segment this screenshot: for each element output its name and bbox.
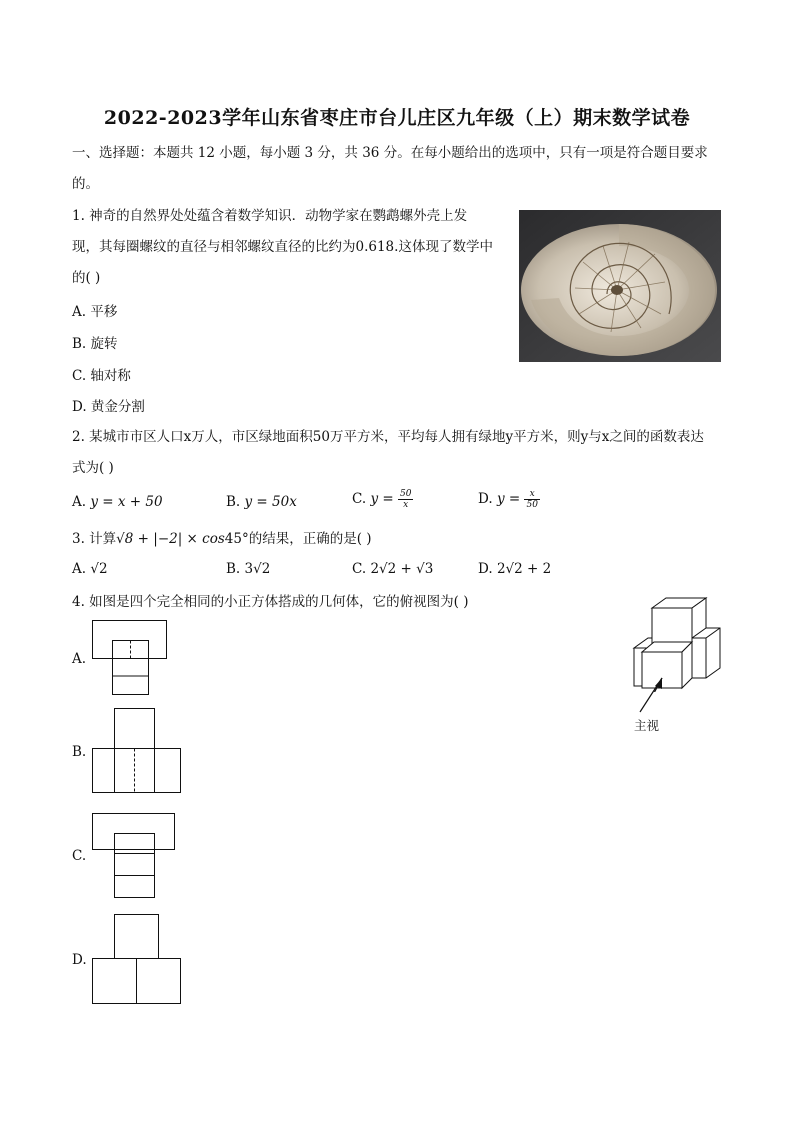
q2-option-a-label: A. <box>72 494 87 510</box>
q1-option-b: B. 旋转 <box>72 336 118 352</box>
q3-option-c-label: C. <box>352 561 367 577</box>
q2-option-c-fraction <box>398 489 413 510</box>
q4-option-a-figure <box>92 620 168 696</box>
section-header-line1: 一、选择题：本题共 12 小题，每小题 3 分，共 36 分。在每小题给出的选项中，只有一项是符合题目要求 <box>72 145 708 161</box>
q3-stem <box>72 529 372 549</box>
q3-expr-cos: cos <box>202 531 225 547</box>
cube-solid-figure <box>628 592 724 742</box>
q1-option-c: C. 轴对称 <box>72 368 131 384</box>
q3-option-a-expr: √2 <box>90 561 108 577</box>
q3-option-b-expr: 3√2 <box>244 561 271 577</box>
q1-stem-line1: 1. 神奇的自然界处处蕴含着数学知识．动物学家在鹦鹉螺外壳上发 <box>72 208 468 224</box>
q4-option-d-figure <box>92 914 182 1006</box>
page-title: 2022-2023学年山东省枣庄市台儿庄区九年级（上）期末数学试卷 <box>103 107 691 129</box>
q2-option-c-label: C. <box>352 491 367 507</box>
q4-option-a-label: A. <box>72 651 87 667</box>
q3-option-b <box>226 561 270 577</box>
q1-option-d: D. 黄金分割 <box>72 399 145 415</box>
q2-option-b-label: B. <box>226 494 241 510</box>
q2-stem-line2: 式为( ) <box>72 460 114 476</box>
q3-option-d <box>478 561 551 577</box>
q3-expr-angle: 45° <box>224 531 249 547</box>
q2-option-d-lhs: y = <box>496 491 521 507</box>
q4-option-b-figure <box>92 708 182 794</box>
q3-stem-pre: 3. 计算 <box>72 531 117 547</box>
q3-option-c-expr: 2√2 + √3 <box>370 561 434 577</box>
q3-expr-abs: + |−2| × <box>133 531 203 547</box>
q2-option-d-numerator: x <box>524 489 539 500</box>
front-view-label: 主视 <box>634 718 660 733</box>
q3-option-a <box>72 561 108 577</box>
q1-stem-line2: 现，其每圈螺纹的直径与相邻螺纹直径的比约为0.618.这体现了数学中 <box>72 239 493 255</box>
q2-stem-line1: 2. 某城市市区人口x万人，市区绿地面积50万平方米，平均每人拥有绿地y平方米，则y与x之间的函数表达 <box>72 429 704 445</box>
q3-option-c <box>352 561 433 577</box>
q1-option-a: A. 平移 <box>72 304 118 320</box>
q1-stem-line3: 的( ) <box>72 270 101 286</box>
q2-option-c-denominator: x <box>403 500 409 510</box>
section-header-line2: 的。 <box>72 176 99 192</box>
q3-expr-sqrt8: √8 <box>116 531 134 547</box>
q2-option-b-expr: y = 50x <box>244 494 297 510</box>
q4-option-d-label: D. <box>72 952 87 968</box>
q2-option-a <box>72 494 163 510</box>
q4-option-c-figure <box>92 813 176 899</box>
q2-option-d-denominator: 50 <box>526 500 538 510</box>
q2-option-c-numerator: 50 <box>399 489 412 499</box>
q2-option-d <box>478 489 540 510</box>
q3-option-d-expr: 2√2 + 2 <box>496 561 552 577</box>
q3-option-d-label: D. <box>478 561 493 577</box>
q2-option-c-lhs: y = <box>370 491 394 507</box>
q2-option-b <box>226 494 297 510</box>
q3-stem-post: 的结果，正确的是( ) <box>248 531 372 547</box>
q2-option-a-expr: y = x + 50 <box>90 494 163 510</box>
q2-option-d-label: D. <box>478 491 493 507</box>
q4-option-b-label: B. <box>72 744 87 760</box>
q2-option-d-fraction <box>524 489 539 510</box>
q4-option-c-label: C. <box>72 848 87 864</box>
q4-stem: 4. 如图是四个完全相同的小正方体搭成的几何体，它的俯视图为( ) <box>72 594 469 610</box>
q3-option-b-label: B. <box>226 561 241 577</box>
q2-option-c <box>352 489 413 510</box>
nautilus-shell-image <box>519 210 721 362</box>
q3-option-a-label: A. <box>72 561 87 577</box>
